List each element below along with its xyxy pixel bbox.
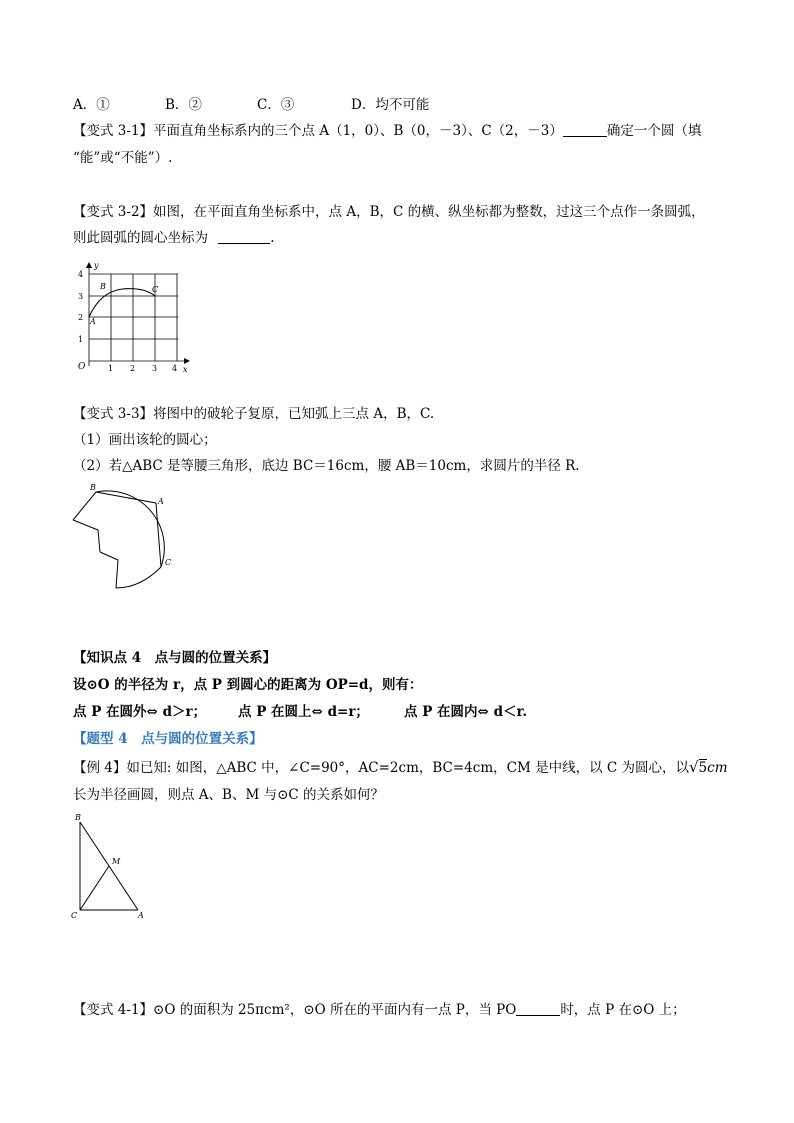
sqrt-symbol: √	[688, 758, 699, 776]
coordinate-grid-figure	[70, 262, 200, 374]
variant-3-1-line1	[73, 122, 701, 140]
question-type-4-title: 【题型 4 点与圆的位置关系】	[73, 731, 263, 747]
point-c-label: C	[152, 285, 159, 294]
variant-3-1-line2: “能”或“不能”）.	[73, 150, 173, 166]
option-d: D．均不可能	[351, 97, 430, 113]
variant-3-2-text-b: 则此圆弧的圆心坐标为	[73, 230, 208, 246]
variant-3-2-line1: 【变式 3-2】如图，在平面直角坐标系中，点 A，B，C 的横、纵坐标都为整数，过这三个点作一条圆弧，	[73, 204, 705, 220]
wheel-point-c-label: C	[165, 558, 172, 567]
example-4-line2: 长为半径画圆，则点 A、B、M 与⊙C 的关系如何？	[73, 787, 385, 803]
relation-outside: 点 P 在圆外⇔ d＞r；	[73, 704, 207, 720]
y-tick-3: 3	[78, 292, 84, 301]
broken-wheel-figure	[68, 480, 188, 600]
x-axis-label: x	[183, 365, 188, 374]
y-tick-4: 4	[78, 270, 84, 279]
y-axis-label: y	[94, 261, 99, 270]
right-triangle-figure	[68, 810, 158, 922]
variant-3-3-line2: （1）画出该轮的圆心；	[73, 432, 217, 448]
triangle-point-b-label: B	[75, 813, 81, 822]
x-tick-4: 4	[172, 364, 178, 373]
triangle-point-c-label: C	[71, 911, 78, 920]
origin-label: O	[78, 362, 86, 372]
answer-blank[interactable]	[516, 1001, 560, 1016]
knowledge-point-4-definition: 设⊙O 的半径为 r，点 P 到圆心的距离为 OP=d，则有：	[73, 677, 423, 693]
wheel-point-a-label: A	[158, 497, 164, 506]
answer-options	[73, 96, 429, 114]
y-tick-1: 1	[78, 335, 84, 344]
variant-3-3-line3: （2）若△ABC 是等腰三角形，底边 BC＝16cm，腰 AB＝10cm，求圆片的半径 R.	[73, 458, 580, 474]
variant-4-1-line1	[73, 1001, 686, 1019]
variant-4-1-text-b: 时，点 P 在⊙O 上；	[560, 1002, 686, 1018]
x-tick-1: 1	[108, 364, 114, 373]
triangle-point-m-label: M	[112, 857, 121, 866]
answer-blank[interactable]	[218, 229, 270, 244]
triangle-point-a-label: A	[138, 911, 144, 920]
relation-on: 点 P 在圆上⇔ d=r；	[238, 704, 369, 720]
x-tick-3: 3	[152, 364, 158, 373]
option-c: C．③	[257, 97, 295, 113]
x-tick-2: 2	[130, 364, 136, 373]
knowledge-point-4-title: 【知识点 4 点与圆的位置关系】	[73, 650, 277, 666]
wheel-point-b-label: B	[90, 483, 96, 492]
option-a: A．①	[73, 97, 110, 113]
relation-inside: 点 P 在圆内⇔ d＜r.	[404, 704, 528, 720]
variant-3-2-text-c: .	[270, 230, 275, 246]
knowledge-point-4-relations	[73, 703, 527, 721]
variant-3-3-line1: 【变式 3-3】将图中的破轮子复原，已知弧上三点 A，B，C.	[73, 406, 435, 422]
example-4-line1	[73, 758, 728, 777]
variant-4-1-text-a: 【变式 4-1】⊙O 的面积为 25πcm²，⊙O 所在的平面内有一点 P，当 PO	[73, 1002, 517, 1018]
y-tick-2: 2	[78, 313, 84, 322]
option-b: B．②	[165, 97, 202, 113]
variant-3-2-line2	[73, 229, 275, 247]
example-4-text-a: 【例 4】如已知: 如图，△ABC 中，∠C=90°，AC=2cm，BC=4cm，CM 是中线，以 C 为圆心，以	[73, 760, 689, 776]
answer-blank[interactable]	[563, 122, 607, 137]
unit-cm: cm	[707, 760, 728, 776]
variant-3-1-text-b: 确定一个圆（填	[606, 123, 702, 139]
sqrt-radicand: 5	[698, 760, 708, 776]
point-b-label: B	[100, 282, 106, 291]
point-a-label: A	[90, 317, 96, 326]
variant-3-1-text-a: 【变式 3-1】平面直角坐标系内的三个点 A（1，0）、B（0，－3）、C（2，－3）	[73, 123, 563, 139]
